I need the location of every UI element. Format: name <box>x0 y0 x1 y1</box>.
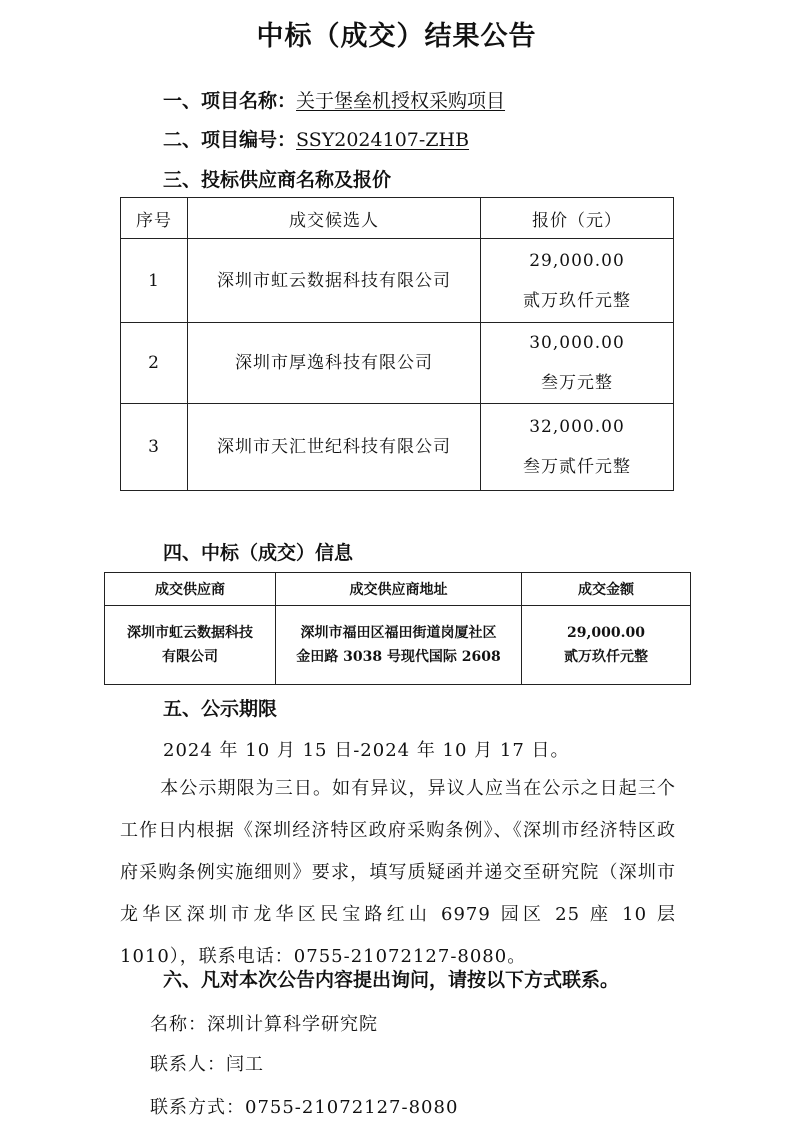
col-header-no: 序号 <box>121 198 188 239</box>
price-chinese: 叁万元整 <box>541 373 613 393</box>
col-header-supplier: 成交供应商 <box>105 573 276 606</box>
price-chinese: 叁万贰仟元整 <box>523 457 631 477</box>
table-header-row <box>121 198 674 239</box>
col-header-amount: 成交金额 <box>522 573 691 606</box>
project-number-value: SSY2024107-ZHB <box>296 129 470 151</box>
table-header-row <box>105 573 691 606</box>
price-number: 29,000.00 <box>529 250 625 271</box>
award-table <box>104 572 691 685</box>
supplier-line-2: 有限公司 <box>162 649 218 665</box>
address-line-2: 金田路 3038 号现代国际 2608 <box>296 649 501 665</box>
notice-paragraph <box>120 768 676 978</box>
notice-period: 2024 年 10 月 15 日-2024 年 10 月 17 日。 <box>163 740 570 761</box>
row-candidate: 深圳市虹云数据科技有限公司 <box>188 239 481 323</box>
address-line-1: 深圳市福田区福田街道岗厦社区 <box>300 625 497 641</box>
notice-period-heading: 五、公示期限 <box>163 698 278 720</box>
page-title: 中标（成交）结果公告 <box>256 21 537 52</box>
table-row <box>121 323 674 404</box>
row-price <box>481 323 674 404</box>
col-header-candidate: 成交候选人 <box>188 198 481 239</box>
row-no: 3 <box>121 404 188 491</box>
table-row <box>121 239 674 323</box>
amount-number: 29,000.00 <box>567 625 645 641</box>
award-amount <box>522 606 691 685</box>
contact-phone: 联系方式：0755-21072127-8080 <box>150 1097 459 1118</box>
bidders-table <box>120 197 674 491</box>
award-supplier <box>105 606 276 685</box>
price-number: 32,000.00 <box>529 417 625 437</box>
amount-chinese: 贰万玖仟元整 <box>564 649 648 665</box>
project-name-value: 关于堡垒机授权采购项目 <box>296 90 506 112</box>
project-number-row <box>163 125 469 152</box>
contact-name: 名称：深圳计算科学研究院 <box>150 1014 378 1035</box>
project-name-row <box>163 86 505 113</box>
bidders-heading: 三、投标供应商名称及报价 <box>163 169 392 191</box>
row-price <box>481 404 674 491</box>
project-name-label: 一、项目名称： <box>163 90 297 112</box>
row-price <box>481 239 674 323</box>
table-row <box>105 606 691 685</box>
contact-heading: 六、凡对本次公告内容提出询问，请按以下方式联系。 <box>163 969 620 991</box>
row-no: 2 <box>121 323 188 404</box>
table-row <box>121 404 674 491</box>
price-number: 30,000.00 <box>529 333 625 353</box>
row-candidate: 深圳市厚逸科技有限公司 <box>188 323 481 404</box>
price-chinese: 贰万玖仟元整 <box>523 290 631 311</box>
row-no: 1 <box>121 239 188 323</box>
award-address <box>276 606 522 685</box>
row-candidate: 深圳市天汇世纪科技有限公司 <box>188 404 481 491</box>
notice-text: 本公示期限为三日。如有异议，异议人应当在公示之日起三个工作日内根据《深圳经济特区政府采购条例》、《深圳市经济特区政府采购条例实施细则》要求，填写质疑函并递交至研究院（深圳市龙华区深圳市龙华区民宝路红山 6979 园区 25 座 10 层 1010），联系电话：0755-21072127-8080。 <box>120 778 676 967</box>
award-heading: 四、中标（成交）信息 <box>163 542 354 564</box>
supplier-line-1: 深圳市虹云数据科技 <box>127 625 253 641</box>
col-header-address: 成交供应商地址 <box>276 573 522 606</box>
contact-person: 联系人：闫工 <box>150 1054 264 1075</box>
project-number-label: 二、项目编号： <box>163 129 297 151</box>
col-header-price: 报价（元） <box>481 198 674 239</box>
